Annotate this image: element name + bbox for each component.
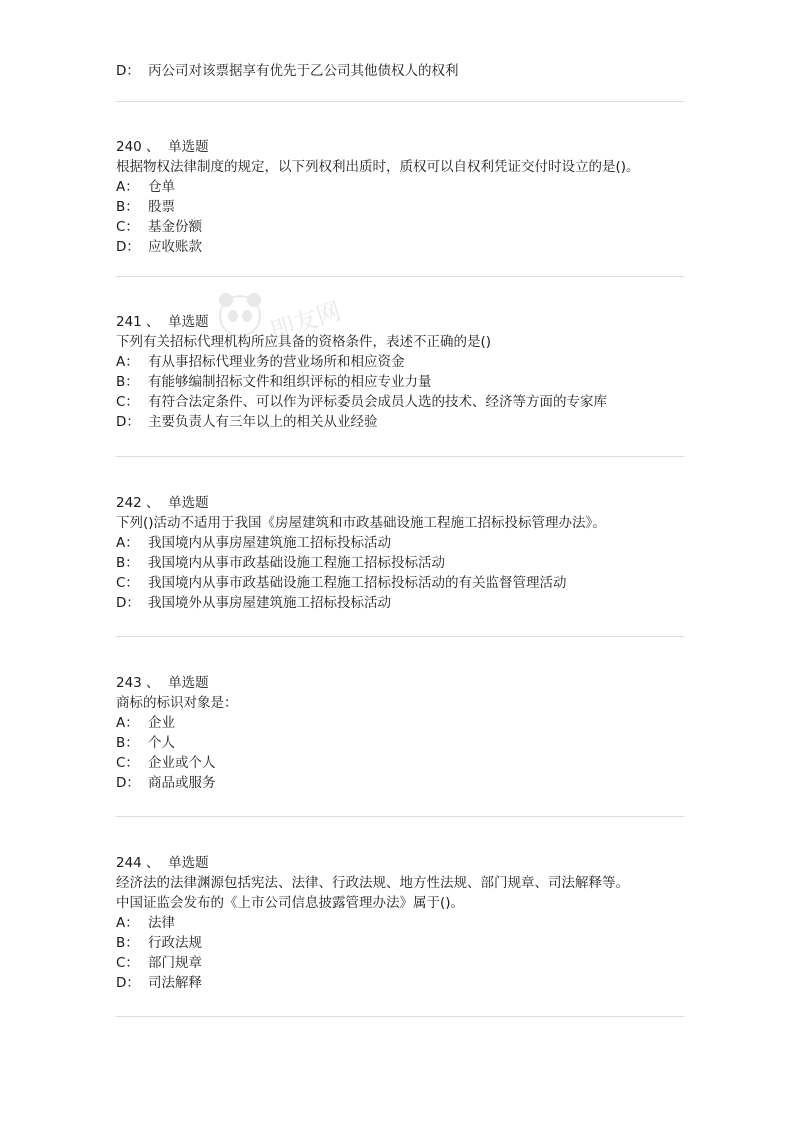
question-stem: 根据物权法律制度的规定，以下列权利出质时，质权可以自权利凭证交付时设立的是()。 <box>116 159 640 175</box>
option-d <box>116 61 684 81</box>
option-text: 有符合法定条件、可以作为评标委员会成员人选的技术、经济等方面的专家库 <box>148 394 607 410</box>
option-text: 股票 <box>148 199 175 215</box>
option-a <box>116 533 684 553</box>
option-text: 丙公司对该票据享有优先于乙公司其他债权人的权利 <box>148 63 459 79</box>
option-b <box>116 933 684 953</box>
option-a <box>116 177 684 197</box>
option-d <box>116 412 684 432</box>
divider <box>116 101 684 102</box>
option-text: 我国境外从事房屋建筑施工招标投标活动 <box>148 595 391 611</box>
option-text: 我国境内从事市政基础设施工程施工招标投标活动 <box>148 555 445 571</box>
option-text: 仓单 <box>148 179 175 195</box>
option-a <box>116 713 684 733</box>
question-type: 单选题 <box>168 855 209 871</box>
option-b <box>116 372 684 392</box>
option-text: 部门规章 <box>148 955 202 971</box>
question-header <box>116 493 684 513</box>
divider <box>116 816 684 817</box>
option-key: A： <box>116 915 139 931</box>
option-text: 企业或个人 <box>148 755 216 771</box>
option-c <box>116 217 684 237</box>
divider <box>116 636 684 637</box>
question-242 <box>116 493 684 613</box>
option-key: C： <box>116 394 139 410</box>
option-key: A： <box>116 354 139 370</box>
option-d <box>116 593 684 613</box>
option-b <box>116 733 684 753</box>
option-a <box>116 913 684 933</box>
option-b <box>116 197 684 217</box>
option-text: 法律 <box>148 915 175 931</box>
option-key: D： <box>116 239 140 255</box>
option-text: 司法解释 <box>148 975 202 991</box>
option-c <box>116 573 684 593</box>
question-240 <box>116 137 684 257</box>
question-type: 单选题 <box>168 139 209 155</box>
option-text: 商品或服务 <box>148 775 216 791</box>
question-number: 241 、 <box>116 314 160 330</box>
option-key: C： <box>116 219 139 235</box>
option-text: 主要负责人有三年以上的相关从业经验 <box>148 414 378 430</box>
option-key: D： <box>116 775 140 791</box>
option-c <box>116 392 684 412</box>
question-number: 242 、 <box>116 495 160 511</box>
option-text: 应收账款 <box>148 239 202 255</box>
option-key: D： <box>116 63 140 79</box>
option-text: 我国境内从事房屋建筑施工招标投标活动 <box>148 535 391 551</box>
divider <box>116 1016 684 1017</box>
option-key: A： <box>116 535 139 551</box>
question-number: 243 、 <box>116 675 160 691</box>
option-key: B： <box>116 935 139 951</box>
question-type: 单选题 <box>168 314 209 330</box>
option-text: 有能够编制招标文件和组织评标的相应专业力量 <box>148 374 432 390</box>
option-b <box>116 553 684 573</box>
question-type: 单选题 <box>168 675 209 691</box>
option-text: 行政法规 <box>148 935 202 951</box>
question-type: 单选题 <box>168 495 209 511</box>
option-key: B： <box>116 735 139 751</box>
question-stem: 中国证监会发布的《上市公司信息披露管理办法》属于()。 <box>116 895 465 911</box>
option-key: A： <box>116 715 139 731</box>
option-d <box>116 773 684 793</box>
option-key: B： <box>116 199 139 215</box>
option-d <box>116 973 684 993</box>
question-stem: 经济法的法律渊源包括宪法、法律、行政法规、地方性法规、部门规章、司法解释等。 <box>116 875 629 891</box>
option-key: B： <box>116 555 139 571</box>
question-244 <box>116 853 684 993</box>
question-header <box>116 137 684 157</box>
watermark-text: 即友网 <box>267 296 345 346</box>
question-number: 240 、 <box>116 139 160 155</box>
option-key: D： <box>116 414 140 430</box>
option-text: 有从事招标代理业务的营业场所和相应资金 <box>148 354 405 370</box>
question-header <box>116 312 684 332</box>
question-stem: 下列有关招标代理机构所应具备的资格条件，表述不正确的是() <box>116 334 492 350</box>
question-number: 244 、 <box>116 855 160 871</box>
option-text: 个人 <box>148 735 175 751</box>
option-d <box>116 237 684 257</box>
option-text: 我国境内从事市政基础设施工程施工招标投标活动的有关监督管理活动 <box>148 575 567 591</box>
option-key: D： <box>116 975 140 991</box>
option-key: B： <box>116 374 139 390</box>
question-243 <box>116 673 684 793</box>
option-text: 企业 <box>148 715 175 731</box>
option-key: D： <box>116 595 140 611</box>
divider <box>116 276 684 277</box>
option-text: 基金份额 <box>148 219 202 235</box>
option-c <box>116 753 684 773</box>
divider <box>116 456 684 457</box>
option-a <box>116 352 684 372</box>
option-key: A： <box>116 179 139 195</box>
option-key: C： <box>116 955 139 971</box>
option-key: C： <box>116 755 139 771</box>
option-c <box>116 953 684 973</box>
question-header <box>116 853 684 873</box>
question-header <box>116 673 684 693</box>
question-stem: 商标的标识对象是： <box>116 695 238 711</box>
prev-question-tail <box>116 61 684 81</box>
option-key: C： <box>116 575 139 591</box>
question-241 <box>116 312 684 432</box>
question-stem: 下列()活动不适用于我国《房屋建筑和市政基础设施工程施工招标投标管理办法》。 <box>116 515 606 531</box>
